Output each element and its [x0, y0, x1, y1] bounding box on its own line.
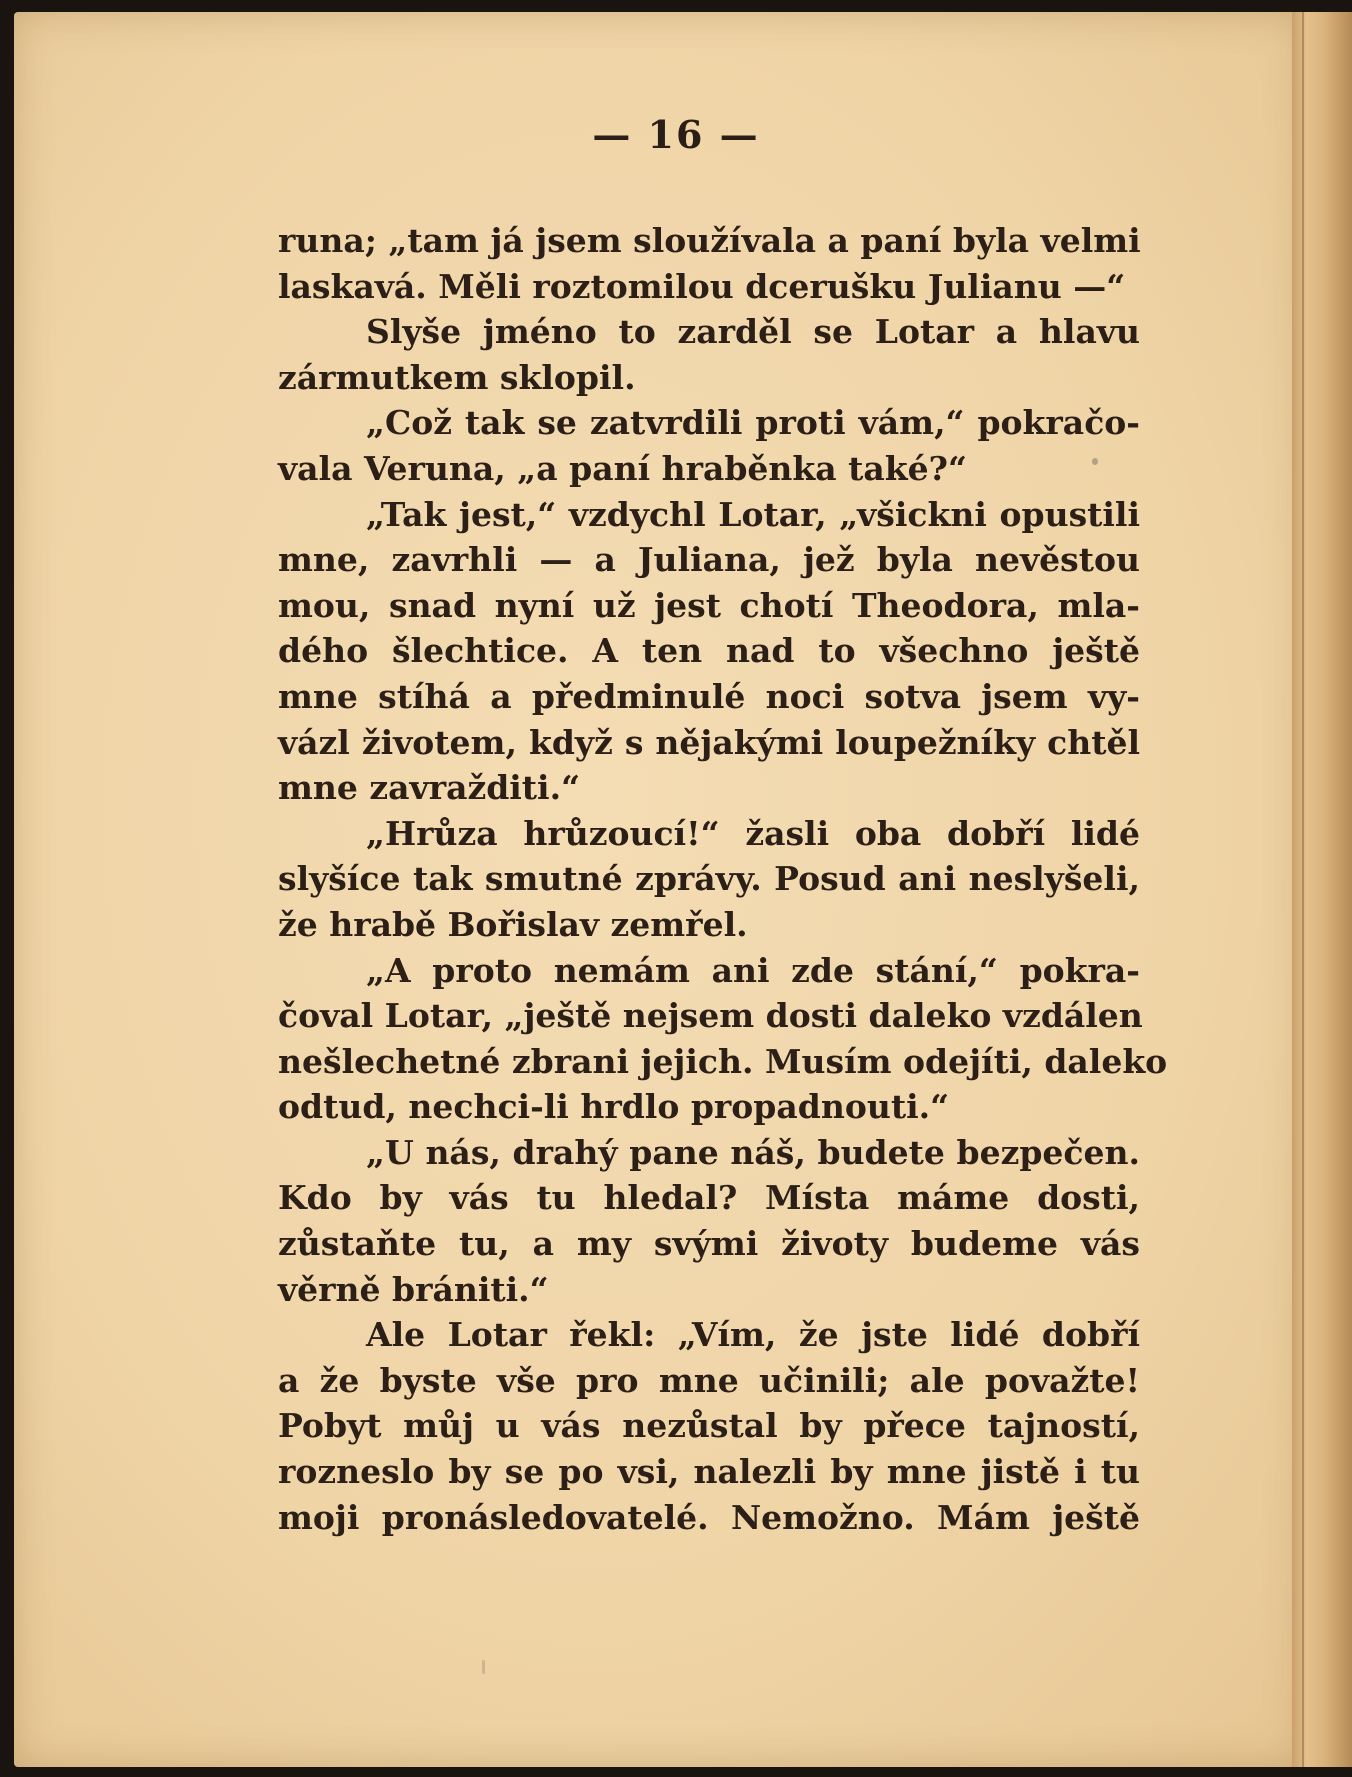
text-line: že hrabě Bořislav zemřel. — [278, 904, 748, 944]
body-text — [278, 218, 1168, 1540]
text-line: mne, zavrhli — a Juliana, jež byla nevěstou — [278, 540, 1140, 580]
text-line: slyšíce tak smutné zprávy. Posud ani neslyšeli, — [278, 859, 1140, 899]
text-line: „U nás, drahý pane náš, budete bezpečen. — [366, 1132, 1140, 1172]
paper-speck — [1092, 458, 1098, 465]
text-line: „Což tak se zatvrdili proti vám,“ pokračo- — [366, 403, 1140, 443]
text-line: mne zavražditi.“ — [278, 768, 581, 808]
text-line: „Tak jest,“ vzdychl Lotar, „všickni opustili — [366, 494, 1140, 534]
text-line: moji pronásledovatelé. Nemožno. Mám ještě — [278, 1497, 1140, 1537]
page-edge-stack — [1292, 12, 1352, 1767]
text-line: nešlechetné zbrani jejich. Musím odejíti, daleko — [278, 1041, 1168, 1081]
text-line: věrně brániti.“ — [278, 1269, 549, 1309]
text-line: mne stíhá a předminulé noci sotva jsem vy- — [278, 676, 1140, 716]
text-line: Ale Lotar řekl: „Vím, že jste lidé dobří — [366, 1315, 1140, 1355]
text-line: „A proto nemám ani zde stání,“ pokra- — [366, 950, 1140, 990]
text-line: odtud, nechci-li hrdlo propadnouti.“ — [278, 1087, 950, 1127]
text-line: mou, snad nyní už jest chotí Theodora, mla- — [278, 585, 1140, 625]
text-line: laskavá. Měli roztomilou dcerušku Julianu —“ — [278, 266, 1126, 306]
text-line: čoval Lotar, „ještě nejsem dosti daleko vzdálen — [278, 996, 1143, 1036]
text-line: Slyše jméno to zarděl se Lotar a hlavu — [366, 312, 1140, 352]
paper-speck — [482, 1660, 485, 1674]
text-line: zármutkem sklopil. — [278, 357, 636, 397]
text-line: Kdo by vás tu hledal? Místa máme dosti, — [278, 1178, 1140, 1218]
page-number: — 16 — — [592, 112, 760, 157]
text-line: dého šlechtice. A ten nad to všechno ještě — [278, 631, 1140, 671]
text-line: vala Veruna, „a paní hraběnka také?“ — [278, 448, 967, 488]
text-line: rozneslo by se po vsi, nalezli by mne jistě i tu — [278, 1452, 1140, 1492]
text-line: vázl životem, když s nějakými loupežníky chtěl — [278, 722, 1140, 762]
text-line: zůstaňte tu, a my svými životy budeme vás — [278, 1224, 1140, 1264]
text-line: a že byste vše pro mne učinili; ale považte! — [278, 1360, 1140, 1400]
text-line: „Hrůza hrůzoucí!“ žasli oba dobří lidé — [366, 813, 1140, 853]
text-line: runa; „tam já jsem sloužívala a paní byla velmi — [278, 221, 1141, 260]
text-line: Pobyt můj u vás nezůstal by přece tajností, — [278, 1406, 1140, 1446]
